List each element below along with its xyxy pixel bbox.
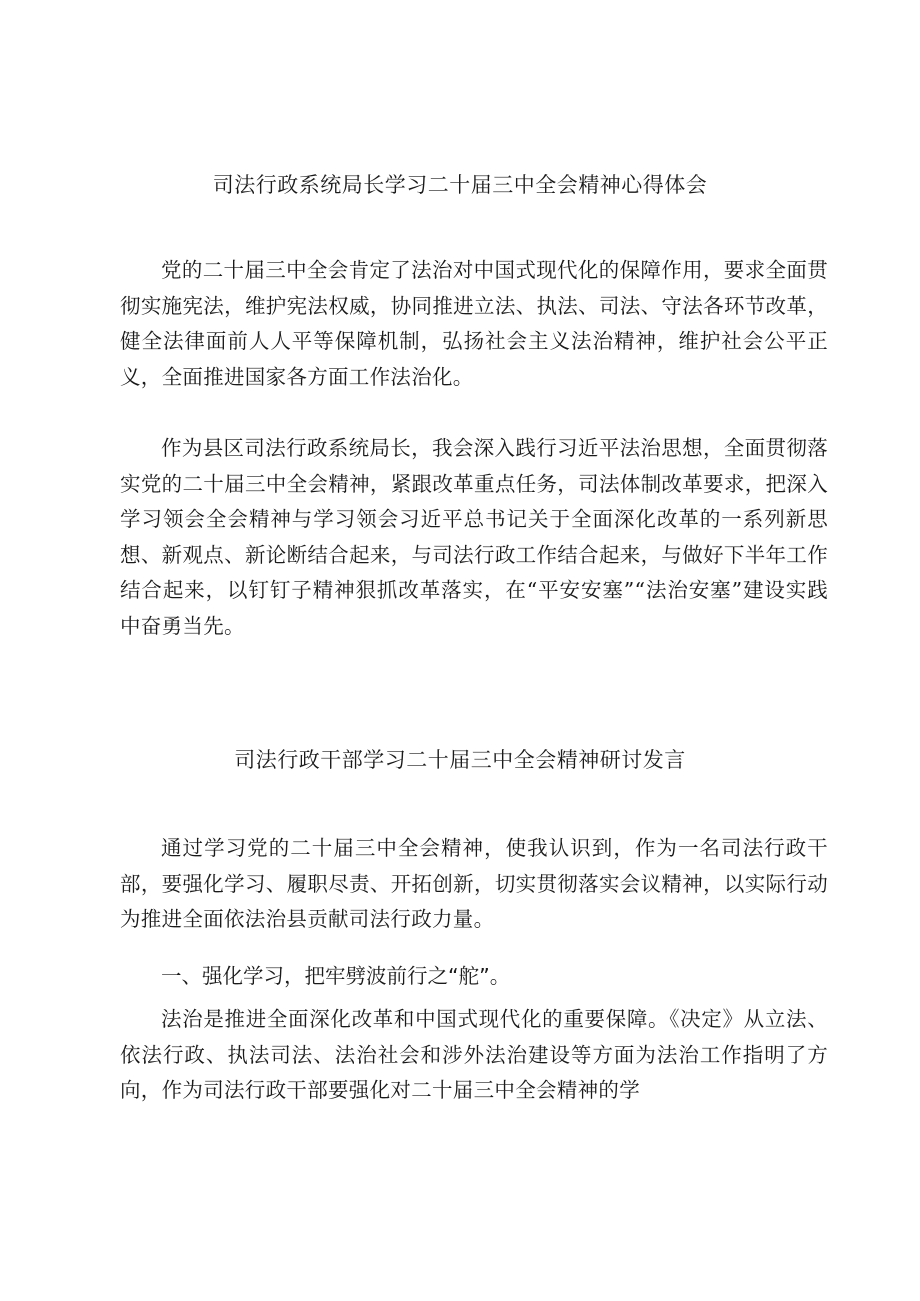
section2-intro-paragraph: 通过学习党的二十届三中全会精神，使我认识到，作为一名司法行政干部，要强化学习、履职尽责、开拓创新，切实贯彻落实会议精神，以实际行动为推进全面依法治县贡献司法行政力量。 [120,836,828,931]
section1-title: 司法行政系统局长学习二十届三中全会精神心得体会 [212,173,708,197]
section2-title: 司法行政干部学习二十届三中全会精神研讨发言 [234,748,686,772]
section2-body-paragraph: 法治是推进全面深化改革和中国式现代化的重要保障。《决定》从立法、依法行政、执法司法、法治社会和涉外法治建设等方面为法治工作指明了方向，作为司法行政干部要强化对二十届三中全会精神的学 [120,1007,828,1102]
section1-paragraph-1: 党的二十届三中全会肯定了法治对中国式现代化的保障作用，要求全面贯彻实施宪法，维护宪法权威，协同推进立法、执法、司法、守法各环节改革，健全法律面前人人平等保障机制，弘扬社会主义法治精神，维护社会公平正义，全面推进国家各方面工作法治化。 [120,258,828,389]
section2-subheading: 一、强化学习，把牢劈波前行之“舵”。 [161,964,511,988]
section1-paragraph-2: 作为县区司法行政系统局长，我会深入践行习近平法治思想，全面贯彻落实党的二十届三中全会精神，紧跟改革重点任务，司法体制改革要求，把深入学习领会全会精神与学习领会习近平总书记关于全面深化改革的一系列新思想、新观点、新论断结合起来，与司法行政工作结合起来，与做好下半年工作结合起来，以钉钉子精神狠抓改革落实，在“平安安塞”“法治安塞”建设实践中奋勇当先。 [120,436,828,638]
